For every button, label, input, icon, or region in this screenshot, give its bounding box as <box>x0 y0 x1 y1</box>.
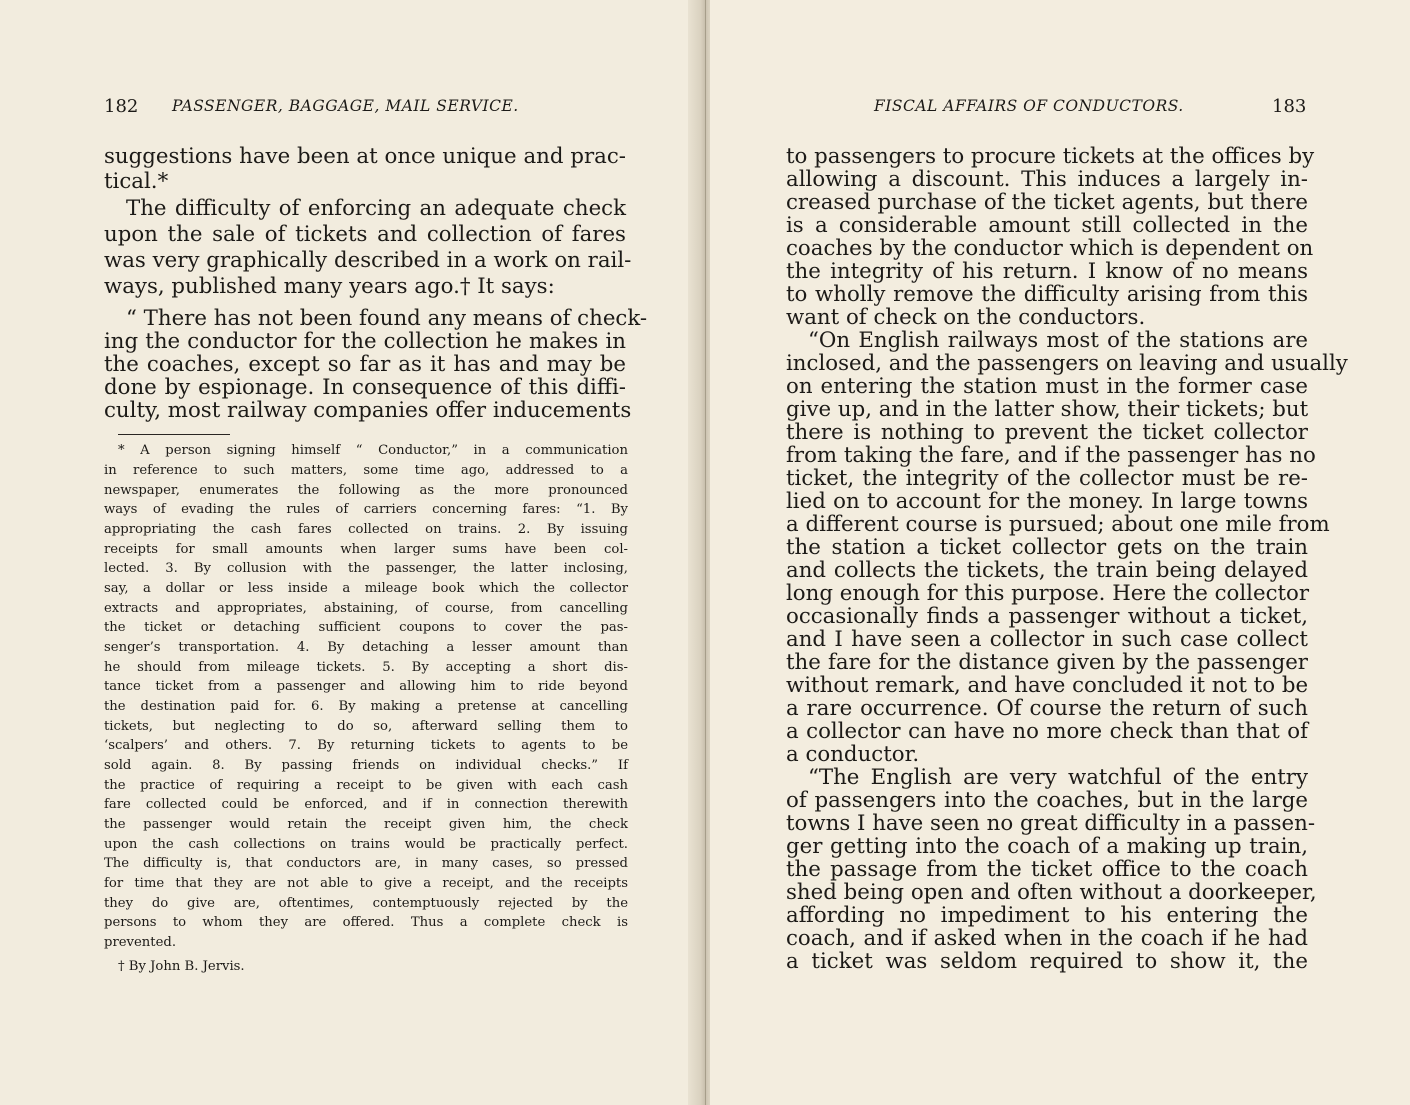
footnote-line: sold again. 8. By passing friends on individual checks.” If <box>104 758 628 773</box>
body-line: ger getting into the coach of a making up train, <box>786 834 1308 859</box>
body-line: lied on to account for the money. In large towns <box>786 489 1308 514</box>
body-line: affording no impediment to his entering the <box>786 903 1308 928</box>
body-line: tical.* <box>104 169 169 194</box>
left-page <box>0 0 700 1105</box>
body-line: ing the conductor for the collection he makes in <box>104 329 626 354</box>
body-line: creased purchase of the ticket agents, but there <box>786 190 1308 215</box>
footnote-line: lected. 3. By collusion with the passenger, the latter inclosing, <box>104 561 628 576</box>
footnote-line: the practice of requiring a receipt to be given with each cash <box>104 778 628 793</box>
body-line: give up, and in the latter show, their tickets; but <box>786 397 1309 422</box>
body-line: want of check on the conductors. <box>786 305 1146 330</box>
body-line: the integrity of his return. I know of no means <box>786 259 1308 284</box>
body-line: coaches by the conductor which is dependent on <box>786 236 1314 261</box>
body-line: inclosed, and the passengers on leaving and usually <box>786 351 1348 376</box>
footnote-line: persons to whom they are offered. Thus a complete check is <box>104 915 628 930</box>
body-line: ticket, the integrity of the collector must be re- <box>786 466 1308 491</box>
body-line: the passage from the ticket office to the coach <box>786 857 1308 882</box>
body-line: The difficulty of enforcing an adequate check <box>126 196 626 221</box>
body-line: ways, published many years ago.† It says: <box>104 274 555 299</box>
body-line: from taking the fare, and if the passenger has no <box>786 443 1316 468</box>
body-line: and collects the tickets, the train being delayed <box>786 558 1308 583</box>
body-line: a different course is pursued; about one mile from <box>786 512 1330 537</box>
footnote-line: the destination paid for. 6. By making a pretense at cancelling <box>104 699 628 714</box>
body-line: there is nothing to prevent the ticket collector <box>786 420 1308 445</box>
footnote-line: in reference to such matters, some time ago, addressed to a <box>104 463 628 478</box>
footnote-line: ways of evading the rules of carriers concerning fares: “1. By <box>104 502 628 517</box>
body-line: without remark, and have concluded it not to be <box>786 673 1309 698</box>
body-line: is a considerable amount still collected in the <box>786 213 1308 238</box>
body-line: a ticket was seldom required to show it, the <box>786 949 1308 974</box>
body-line: was very graphically described in a work on rail- <box>104 248 632 273</box>
footnote-line: extracts and appropriates, abstaining, of course, from cancelling <box>104 601 628 616</box>
footnote-line: for time that they are not able to give a receipt, and the receipts <box>104 876 628 891</box>
body-line: of passengers into the coaches, but in the large <box>786 788 1308 813</box>
right-running-head: FISCAL AFFAIRS OF CONDUCTORS. <box>874 97 1184 115</box>
footnote-line: he should from mileage tickets. 5. By accepting a short dis- <box>104 660 628 675</box>
body-line: a collector can have no more check than that of <box>786 719 1308 744</box>
body-line: a rare occurrence. Of course the return of such <box>786 696 1308 721</box>
body-line: to passengers to procure tickets at the offices by <box>786 144 1315 169</box>
footnote-line: the passenger would retain the receipt given him, the check <box>104 817 628 832</box>
footnote-line: receipts for small amounts when larger sums have been col- <box>104 542 628 557</box>
gutter-fold <box>705 0 706 1105</box>
body-line: suggestions have been at once unique and prac- <box>104 144 626 169</box>
body-line: towns I have seen no great difficulty in a passen- <box>786 811 1316 836</box>
body-line: a conductor. <box>786 742 920 767</box>
right-page-number: 183 <box>1272 96 1307 117</box>
footnote-line: senger’s transportation. 4. By detaching a lesser amount than <box>104 640 628 655</box>
body-line: shed being open and often without a doorkeeper, <box>786 880 1317 905</box>
body-line: culty, most railway companies offer inducements <box>104 398 632 423</box>
footnote-line: the ticket or detaching sufficient coupons to cover the pas- <box>104 620 628 635</box>
right-page-header <box>874 96 1320 124</box>
body-line: occasionally finds a passenger without a ticket, <box>786 604 1308 629</box>
footnote-line: tickets, but neglecting to do so, afterward selling them to <box>104 719 628 734</box>
footnote-line: * A person signing himself “ Conductor,” in a communication <box>118 443 628 458</box>
body-line: coach, and if asked when in the coach if he had <box>786 926 1308 951</box>
second-footnote: † By John B. Jervis. <box>118 959 245 974</box>
footnote-line: say, a dollar or less inside a mileage book which the collector <box>104 581 628 596</box>
right-page <box>710 0 1410 1105</box>
body-line: the coaches, except so far as it has and may be <box>104 352 626 377</box>
body-line: “ There has not been found any means of check- <box>126 306 648 331</box>
footnote-line: they do give are, oftentimes, contemptuously rejected by the <box>104 896 628 911</box>
footnote-line: The difficulty is, that conductors are, in many cases, so pressed <box>104 856 628 871</box>
body-line: long enough for this purpose. Here the collector <box>786 581 1310 606</box>
body-line: “The English are very watchful of the entry <box>808 765 1308 790</box>
body-line: “On English railways most of the stations are <box>808 328 1308 353</box>
footnote-line: appropriating the cash fares collected on trains. 2. By issuing <box>104 522 628 537</box>
body-line: on entering the station must in the former case <box>786 374 1308 399</box>
body-line: the station a ticket collector gets on the train <box>786 535 1308 560</box>
body-line: upon the sale of tickets and collection of fares <box>104 222 626 247</box>
footnote-line: ‘scalpers’ and others. 7. By returning tickets to agents to be <box>104 738 628 753</box>
footnote-line: newspaper, enumerates the following as the more pronounced <box>104 483 628 498</box>
footnote-rule <box>118 434 230 435</box>
left-page-header <box>104 96 564 124</box>
footnote-line: upon the cash collections on trains would be practically perfect. <box>104 837 628 852</box>
body-line: to wholly remove the difficulty arising from this <box>786 282 1308 307</box>
left-running-head: PASSENGER, BAGGAGE, MAIL SERVICE. <box>172 97 519 115</box>
body-line: allowing a discount. This induces a largely in- <box>786 167 1308 192</box>
body-line: the fare for the distance given by the passenger <box>786 650 1308 675</box>
footnote-line: tance ticket from a passenger and allowing him to ride beyond <box>104 679 628 694</box>
footnote-line: fare collected could be enforced, and if in connection therewith <box>104 797 628 812</box>
footnote-line: prevented. <box>104 935 177 950</box>
body-line: and I have seen a collector in such case collect <box>786 627 1308 652</box>
body-line: done by espionage. In consequence of this diffi- <box>104 375 626 400</box>
left-page-number: 182 <box>104 96 139 117</box>
